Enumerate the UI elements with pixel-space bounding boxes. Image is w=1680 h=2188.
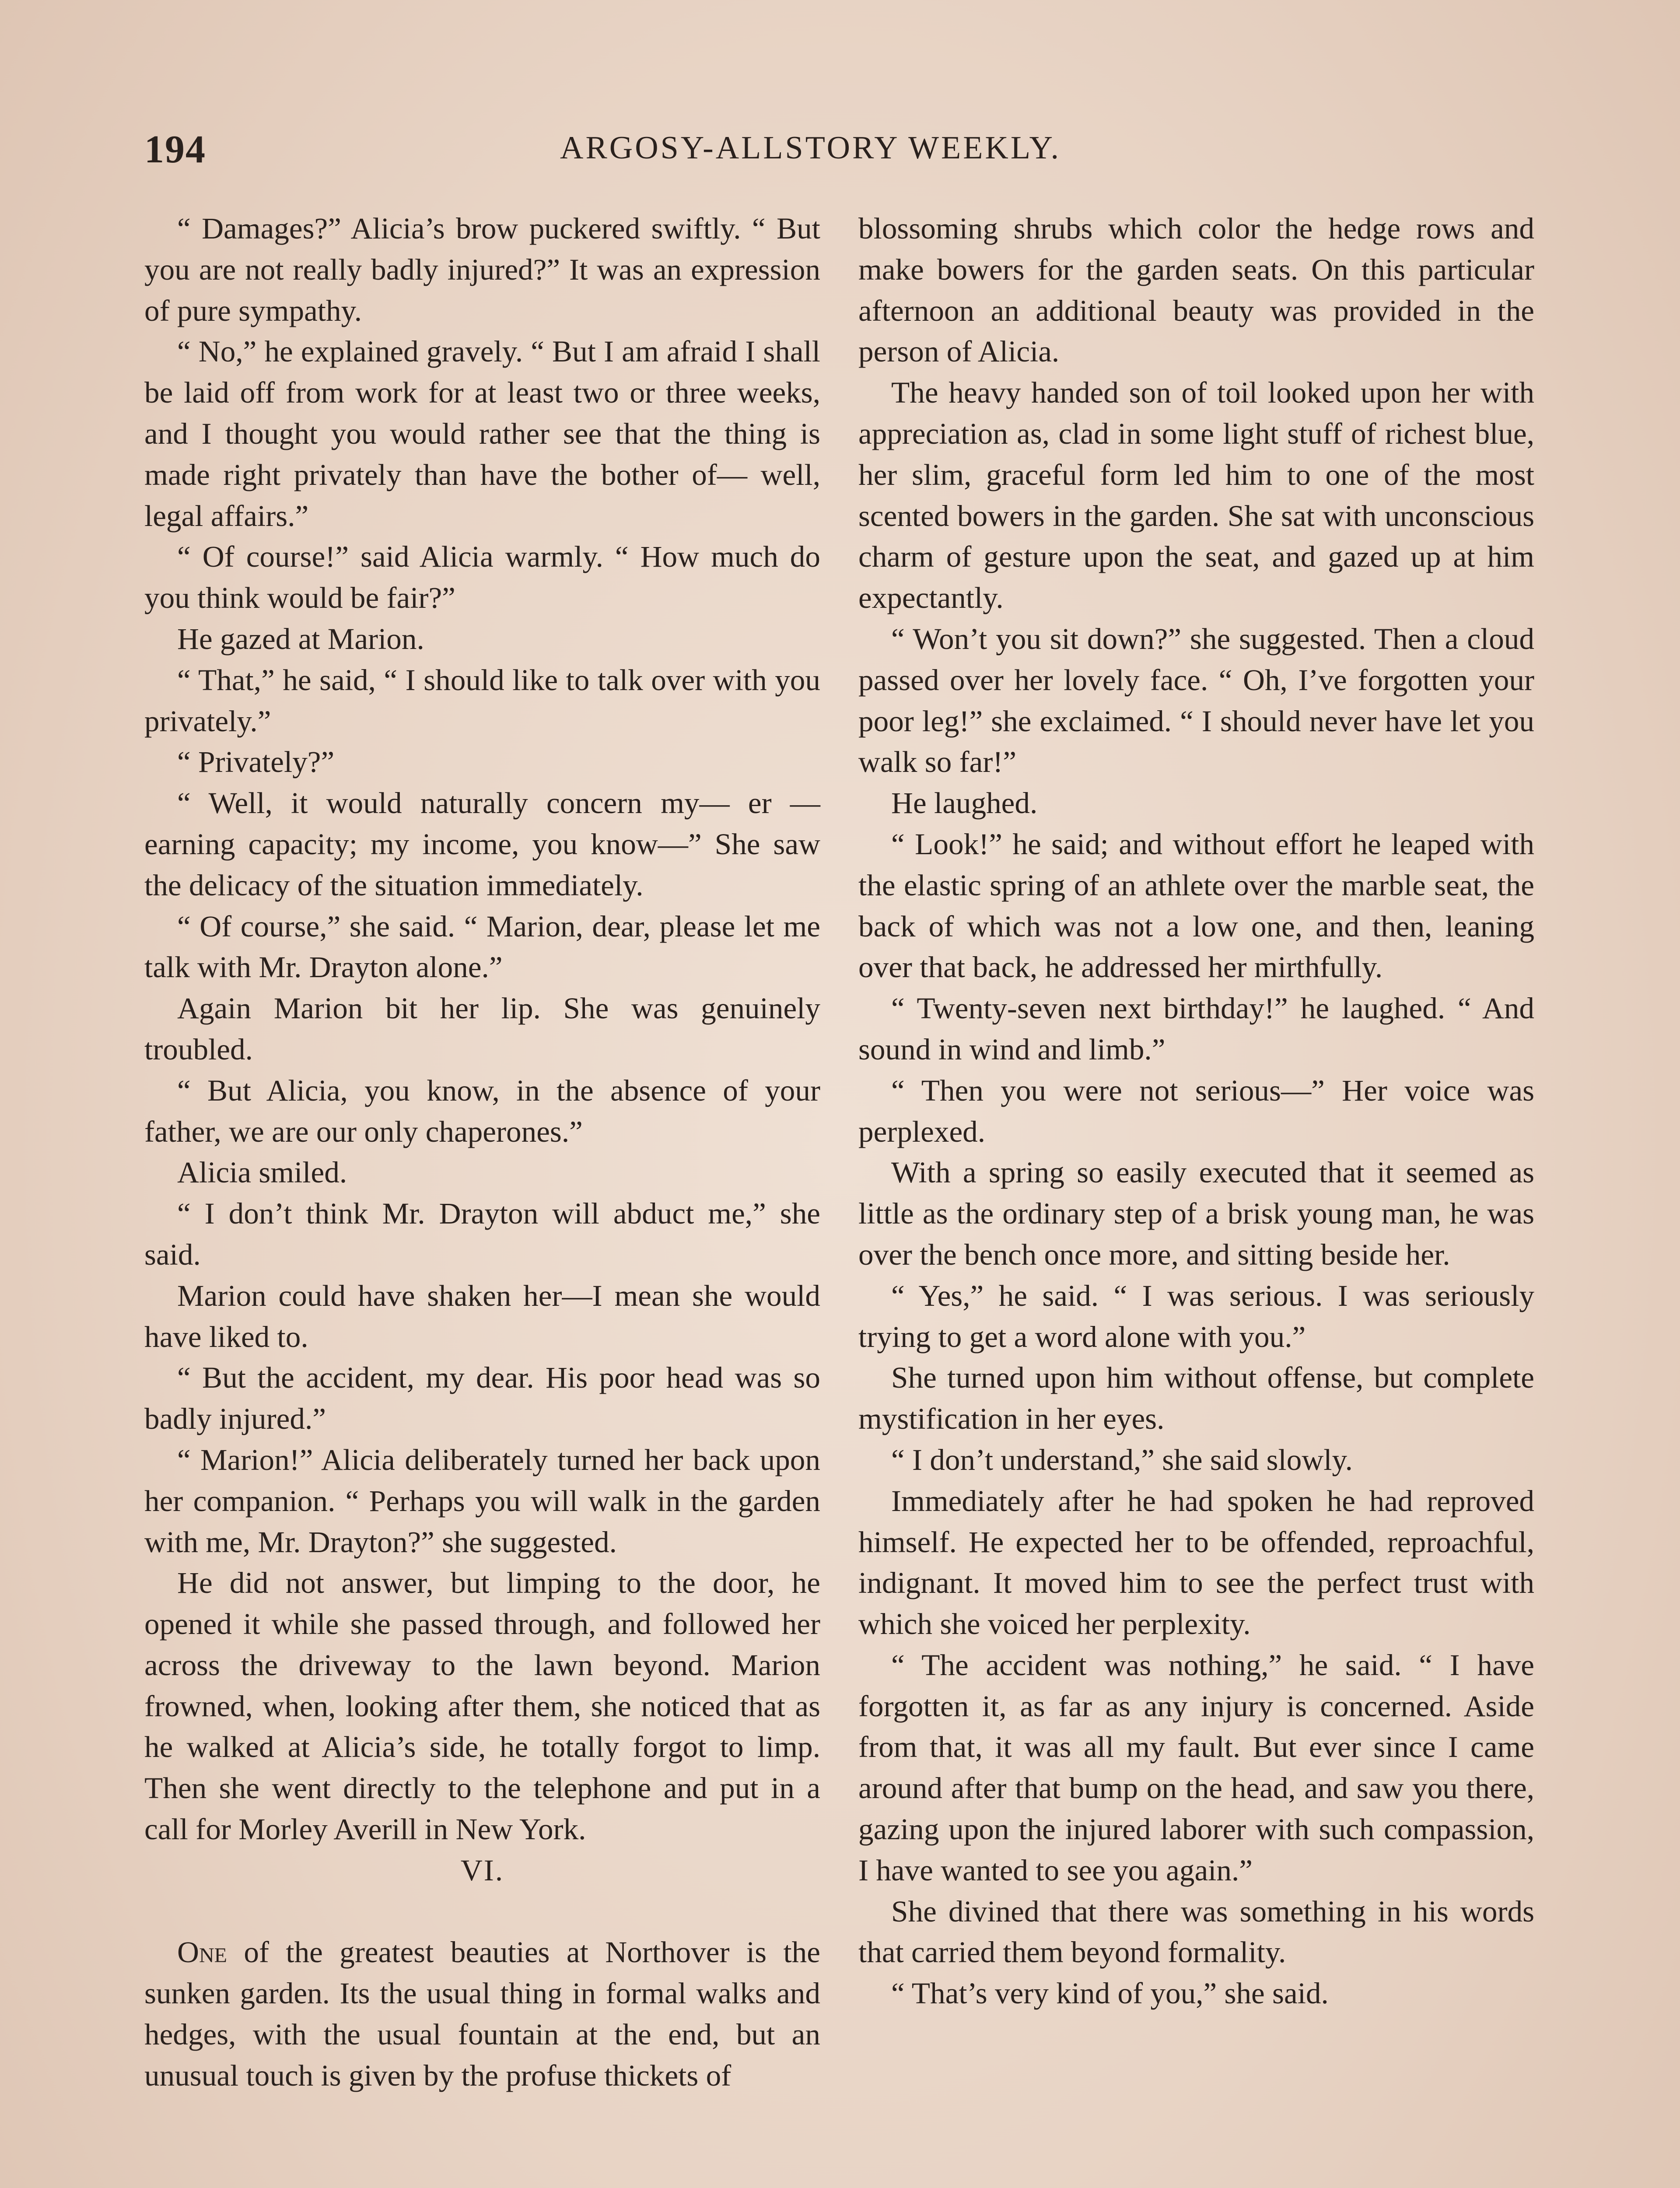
paragraph: The heavy handed son of toil looked upon her with appreciation as, clad in some light stuff of richest blue, her slim, graceful form led him to one of the most scented bowers in the garden. She sat with unconscious charm of gesture upon the seat, and gazed up at him expectantly. [858,375,1534,615]
paragraph: “ Marion!” Alicia deliberately turned her back upon her companion. “ Perhaps you will walk in the garden with me, Mr. Drayton?” she suggested. [144,1442,820,1559]
paragraph: “ Won’t you sit down?” she suggested. Then a cloud passed over her lovely face. “ Oh, I’ve forgotten your poor leg!” she exclaimed. “ I should never have let you walk so far!” [858,621,1534,779]
paragraph: Alicia smiled. [177,1155,347,1189]
paragraph-text: of the greatest beauties at Northover is the sunken garden. Its the usual thing in formal walks and hedges, with the usual fountain at the end, but an unusual touch is given by the profuse thickets of [144,1935,820,2092]
right-column [858,208,1534,2014]
paragraph: “ Well, it would naturally concern my— er — earning capacity; my income, you know—” She saw the delicacy of the situation immediately. [144,786,820,902]
paragraph: “ That,” he said, “ I should like to talk over with you privately.” [144,663,820,738]
paragraph: “ Look!” he said; and without effort he leaped with the elastic spring of an athlete over the marble seat, the back of which was not a low one, and then, leaning over that back, he addressed her mirthfully. [858,827,1534,984]
page-header [144,127,1536,175]
paragraph: With a spring so easily executed that it seemed as little as the ordinary step of a brisk young man, he was over the bench once more, and sitting beside her. [858,1155,1534,1271]
running-head: ARGOSY-ALLSTORY WEEKLY. [560,130,1061,166]
paragraph: “ Of course!” said Alicia warmly. “ How much do you think would be fair?” [144,540,820,615]
paragraph-continued: blossoming shrubs which color the hedge rows and make bowers for the garden seats. On this particular afternoon an additional beauty was provided in the person of Alicia. [858,211,1534,368]
paragraph: “ But Alicia, you know, in the absence of your father, we are our only chaperones.” [144,1073,820,1148]
paragraph [144,1932,820,2096]
paragraph: “ That’s very kind of you,” she said. [891,1976,1329,2010]
paragraph: “ The accident was nothing,” he said. “ I have forgotten it, as far as any injury is concerned. Aside from that, it was all my fault. But ever since I came around after that bump on the head, and saw you there, gazing upon the injured laborer with such compassion, I have wanted to see you again.” [858,1648,1534,1887]
paragraph: “ Privately?” [177,745,335,779]
paragraph: He gazed at Marion. [177,621,424,656]
paragraph: He laughed. [891,786,1038,820]
paragraph: “ Of course,” she said. “ Marion, dear, please let me talk with Mr. Drayton alone.” [144,909,820,984]
section-heading: VI. [460,1853,504,1887]
paragraph: He did not answer, but limping to the door, he opened it while she passed through, and followed her across the driveway to the lawn beyond. Marion frowned, when, looking after them, she noticed that as he walked at Alicia’s side, he totally forgot to limp. Then she went directly to the telephone and put in a call for Morley Averill in New York. [144,1566,820,1846]
left-column [144,208,820,2096]
paragraph: She divined that there was something in his words that carried them beyond formality. [858,1894,1534,1969]
paragraph: “ Yes,” he said. “ I was serious. I was seriously trying to get a word alone with you.” [858,1278,1534,1353]
paragraph: “ Then you were not serious—” Her voice was perplexed. [858,1073,1534,1148]
paragraph: “ I don’t think Mr. Drayton will abduct me,” she said. [144,1196,820,1271]
page-number: 194 [144,128,206,171]
paragraph: “ I don’t understand,” she said slowly. [891,1442,1353,1476]
paragraph: “ But the accident, my dear. His poor head was so badly injured.” [144,1360,820,1436]
paragraph: Again Marion bit her lip. She was genuinely troubled. [144,991,820,1066]
paragraph: She turned upon him without offense, but complete mystification in her eyes. [858,1360,1534,1436]
section-lead-word: One [177,1935,227,1969]
paragraph: “ Twenty-seven next birthday!” he laughed. “ And sound in wind and limb.” [858,991,1534,1066]
paragraph: “ No,” he explained gravely. “ But I am afraid I shall be laid off from work for at least two or three weeks, and I thought you would rather see that the thing is made right privately than have the bother of— well, legal affairs.” [144,334,820,533]
paragraph: “ Damages?” Alicia’s brow puckered swiftly. “ But you are not really badly injured?” It was an expression of pure sympathy. [144,211,820,327]
paragraph: Immediately after he had spoken he had reproved himself. He expected her to be offended, reproachful, indignant. It moved him to see the perfect trust with which she voiced her perplexity. [858,1483,1534,1641]
paragraph: Marion could have shaken her—I mean she would have liked to. [144,1278,820,1353]
